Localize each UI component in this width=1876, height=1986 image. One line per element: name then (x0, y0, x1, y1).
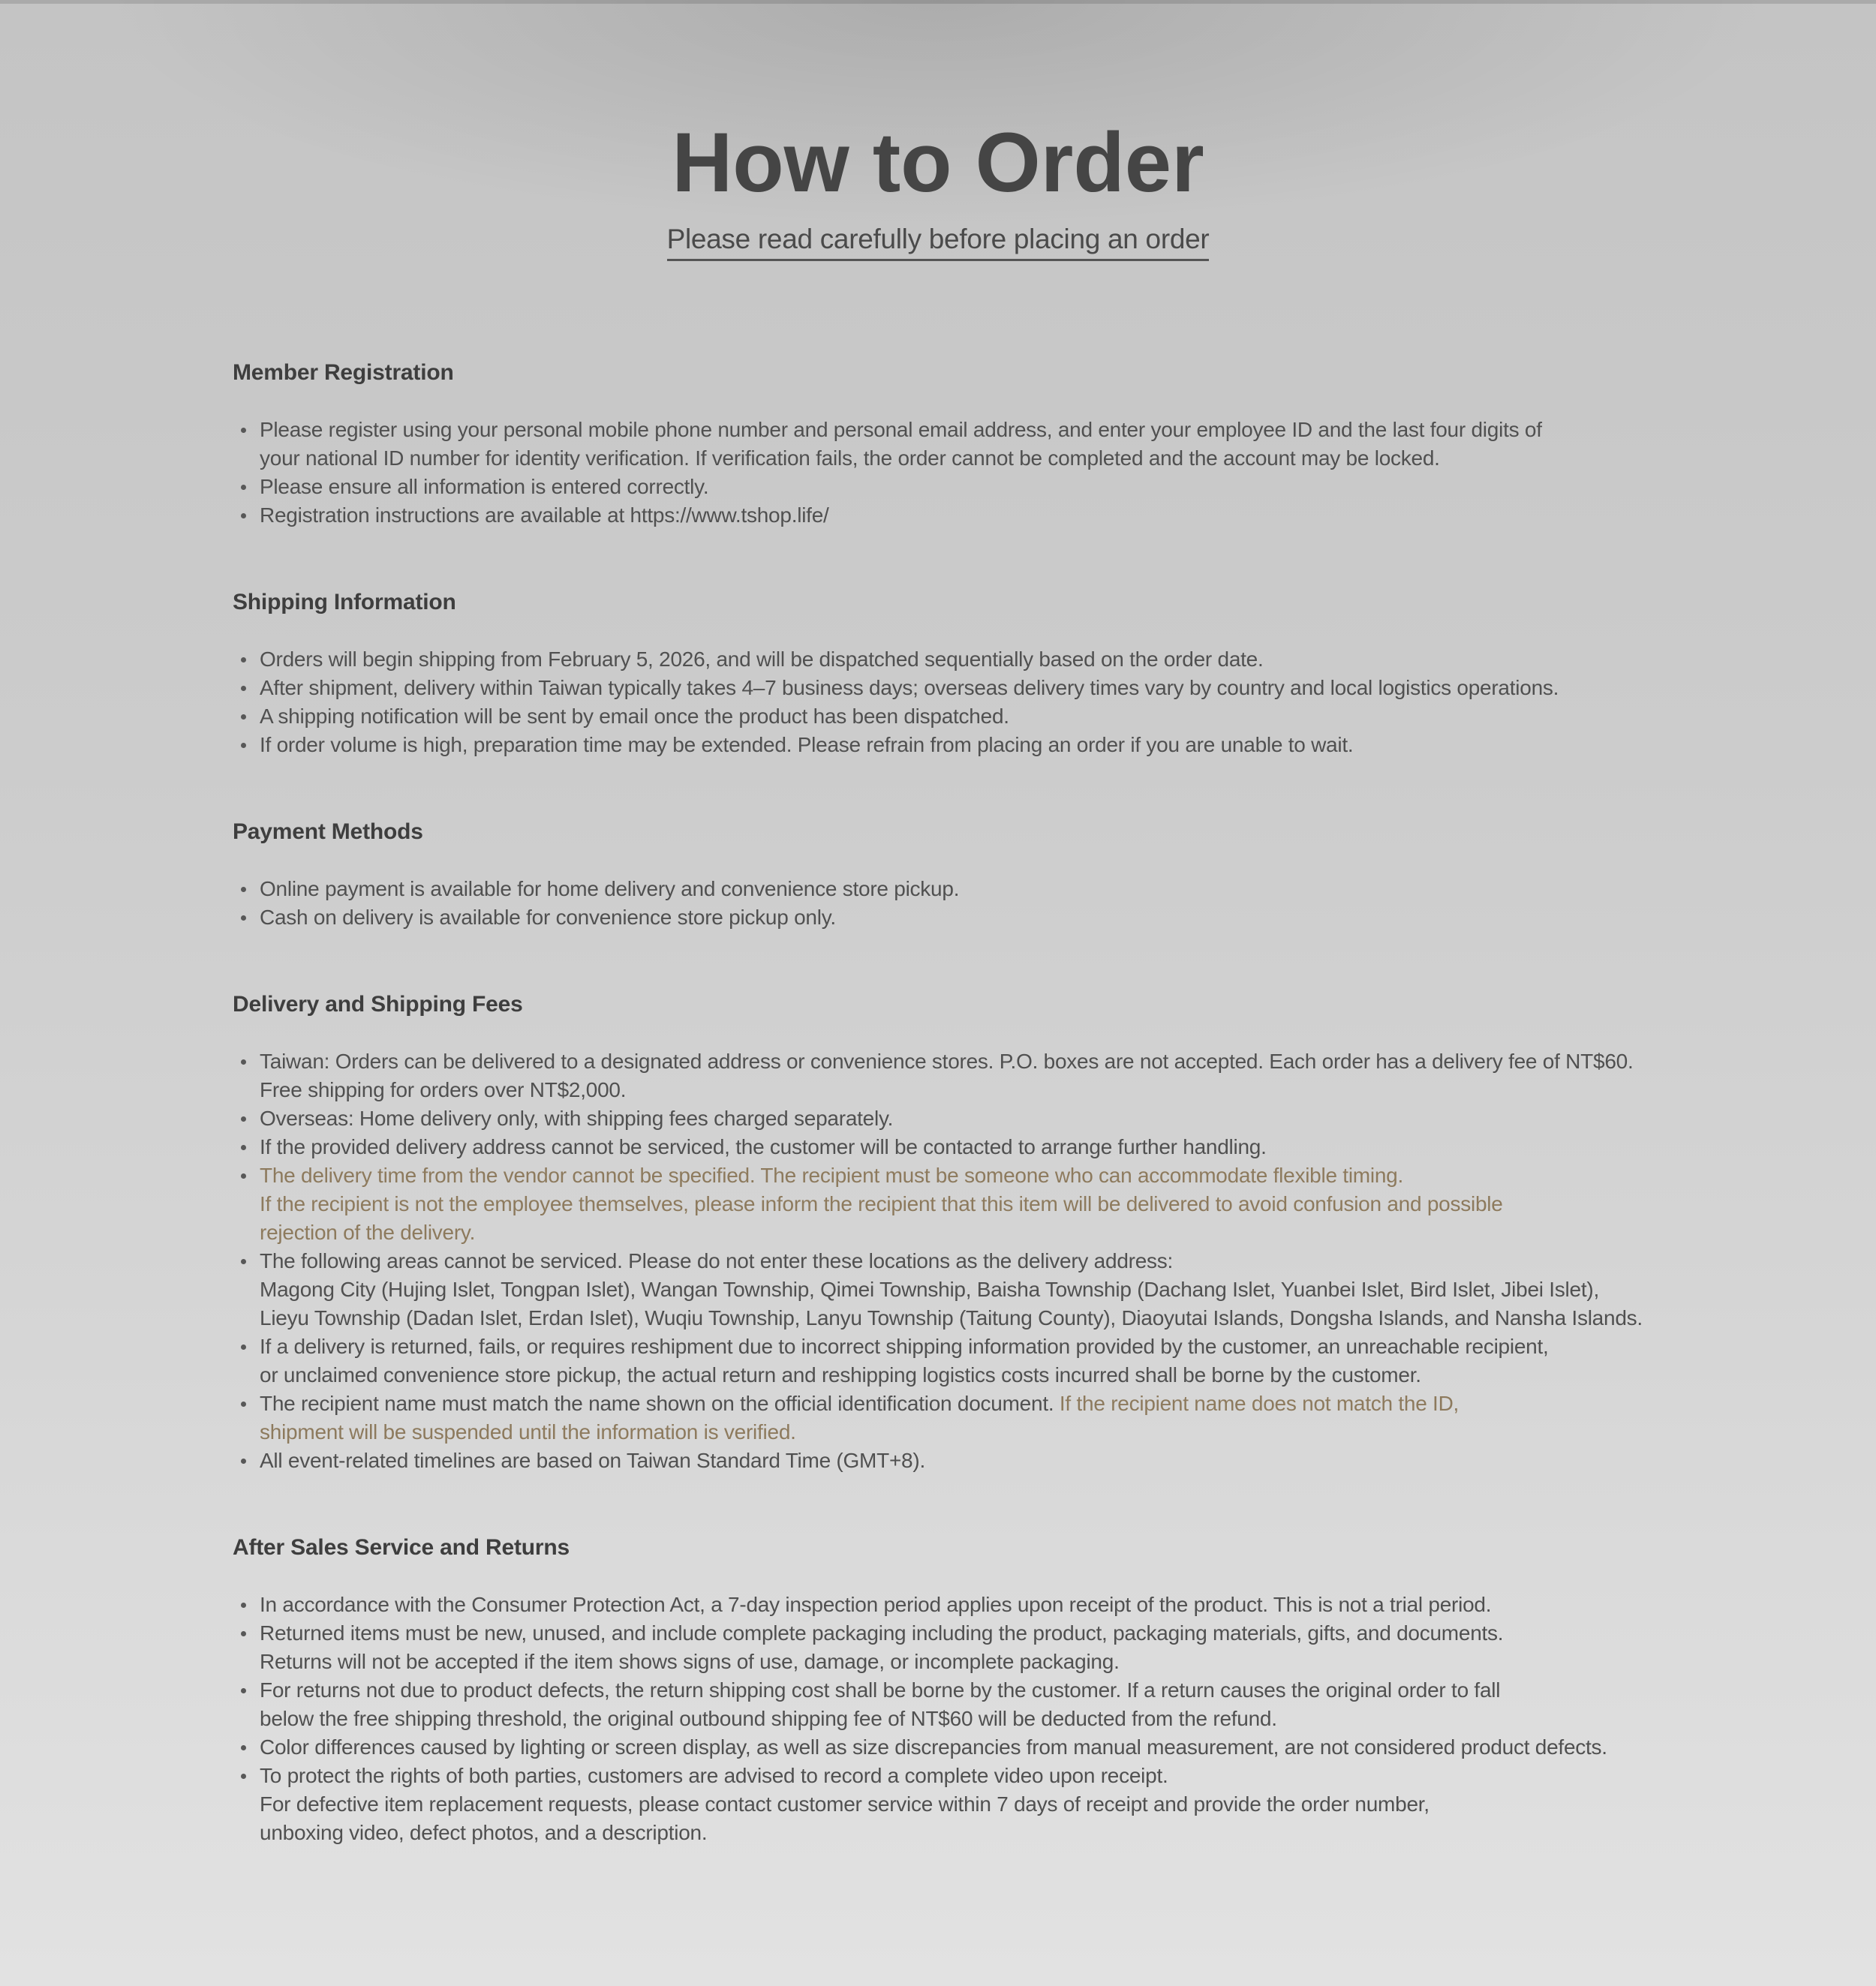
bullet-text: Online payment is available for home delivery and convenience store pickup. (260, 877, 960, 901)
bullet-dot-icon (241, 1173, 246, 1179)
bullet-text: If the recipient name does not match the ID, (1059, 1392, 1460, 1416)
page-subtitle: Please read carefully before placing an order (667, 224, 1210, 261)
bullet-item (233, 501, 1793, 530)
bullet-list (233, 1591, 1793, 1847)
bullet-text: or unclaimed convenience store pickup, the actual return and reshipping logistics costs incurred shall be borne by the customer. (260, 1363, 1421, 1387)
bullet-line (260, 702, 1793, 731)
bullet-item (233, 1247, 1793, 1333)
bullet-line (260, 1076, 1793, 1104)
bullet-list (233, 645, 1793, 759)
bullet-item (233, 731, 1793, 759)
bullet-text: Overseas: Home delivery only, with shipping fees charged separately. (260, 1107, 894, 1131)
bullet-line (260, 1619, 1793, 1648)
bullet-text: For defective item replacement requests, please contact customer service within 7 days of receipt and provide the order number, (260, 1792, 1430, 1816)
section-shipping-information (233, 587, 1793, 759)
bullet-line (260, 1133, 1793, 1161)
bullet-line (260, 1390, 1793, 1418)
bullet-text: Returns will not be accepted if the item shows signs of use, damage, or incomplete packaging. (260, 1650, 1120, 1674)
bullet-text: Please register using your personal mobile phone number and personal email address, and enter your employee ID and the last four digits of (260, 418, 1542, 442)
bullet-line (260, 1247, 1793, 1275)
bullet-text: The recipient name must match the name shown on the official identification document. (260, 1392, 1060, 1416)
bullet-text: Returned items must be new, unused, and include complete packaging including the product, packaging materials, gifts, and documents. (260, 1621, 1504, 1645)
page-title: How to Order (672, 116, 1204, 209)
bullet-dot-icon (241, 428, 246, 433)
sections (233, 357, 1793, 1847)
bullet-item (233, 645, 1793, 674)
bullet-dot-icon (241, 714, 246, 720)
bullet-text: Free shipping for orders over NT$2,000. (260, 1078, 627, 1102)
bullet-dot-icon (241, 1745, 246, 1750)
bullet-text: your national ID number for identity verification. If verification fails, the order cannot be completed and the account may be locked. (260, 446, 1440, 470)
bullet-line (260, 1190, 1793, 1218)
section-payment-methods (233, 816, 1793, 932)
bullet-item (233, 1676, 1793, 1733)
bullet-line (260, 903, 1793, 932)
bullet-text: Color differences caused by lighting or screen display, as well as size discrepancies from manual measurement, are not considered product defects. (260, 1735, 1607, 1759)
bullet-line (260, 1676, 1793, 1705)
bullet-text: In accordance with the Consumer Protection Act, a 7-day inspection period applies upon receipt of the product. This is not a trial period. (260, 1593, 1492, 1617)
bullet-line (260, 473, 1793, 501)
section-member-registration (233, 357, 1793, 530)
bullet-item (233, 1733, 1793, 1762)
bullet-text: All event-related timelines are based on Taiwan Standard Time (GMT+8). (260, 1449, 925, 1473)
bullet-item (233, 1762, 1793, 1847)
section-heading: Member Registration (233, 360, 454, 386)
bullet-item (233, 1390, 1793, 1447)
bullet-item (233, 473, 1793, 501)
bullet-dot-icon (241, 686, 246, 691)
section-after-sales-service-and-returns (233, 1532, 1793, 1847)
bullet-item (233, 903, 1793, 932)
bullet-text: Registration instructions are available at https://www.tshop.life/ (260, 503, 829, 527)
bullet-list (233, 1047, 1793, 1475)
page-header (233, 113, 1643, 261)
bullet-line (260, 731, 1793, 759)
bullet-item (233, 1104, 1793, 1133)
bullet-item (233, 1133, 1793, 1161)
section-heading: Delivery and Shipping Fees (233, 992, 523, 1017)
bullet-dot-icon (241, 915, 246, 921)
bullet-text: Taiwan: Orders can be delivered to a designated address or convenience stores. P.O. boxes are not accepted. Each order has a delivery fee of NT$60. (260, 1050, 1634, 1074)
bullet-item (233, 1591, 1793, 1619)
subtitle-row (233, 224, 1643, 261)
bullet-dot-icon (241, 1688, 246, 1693)
bullet-text: A shipping notification will be sent by email once the product has been dispatched. (260, 705, 1009, 729)
bullet-dot-icon (241, 513, 246, 518)
bullet-dot-icon (241, 1259, 246, 1264)
bullet-dot-icon (241, 1059, 246, 1065)
bullet-text: Please ensure all information is entered correctly. (260, 475, 709, 499)
bullet-line (260, 1333, 1793, 1361)
bullet-text: If a delivery is returned, fails, or requires reshipment due to incorrect shipping information provided by the customer, an unreachable recipient, (260, 1335, 1549, 1359)
bullet-line (260, 1648, 1793, 1676)
section-delivery-and-shipping-fees (233, 989, 1793, 1475)
bullet-text: Lieyu Township (Dadan Islet, Erdan Islet), Wuqiu Township, Lanyu Township (Taitung County), Diaoyutai Islands, Dongsha Islands, and Nansha Islands. (260, 1306, 1643, 1330)
top-edge-shade (0, 0, 1876, 4)
bullet-line (260, 1161, 1793, 1190)
bullet-text: rejection of the delivery. (260, 1221, 476, 1245)
bullet-line (260, 1047, 1793, 1076)
bullet-line (260, 1218, 1793, 1247)
bullet-item (233, 875, 1793, 903)
bullet-line (260, 501, 1793, 530)
bullet-text: Orders will begin shipping from February 5, 2026, and will be dispatched sequentially based on the order date. (260, 647, 1264, 672)
bullet-item (233, 674, 1793, 702)
bullet-dot-icon (241, 887, 246, 892)
bullet-line (260, 1790, 1793, 1819)
bullet-dot-icon (241, 1145, 246, 1150)
section-heading: Shipping Information (233, 590, 456, 615)
bullet-line (260, 1361, 1793, 1390)
section-heading: Payment Methods (233, 819, 423, 845)
bullet-text: shipment will be suspended until the information is verified. (260, 1420, 796, 1444)
bullet-dot-icon (241, 1631, 246, 1636)
bullet-line (260, 1447, 1793, 1475)
bullet-line (260, 1275, 1793, 1304)
bullet-line (260, 1304, 1793, 1333)
bullet-dot-icon (241, 657, 246, 663)
bullet-text: After shipment, delivery within Taiwan typically takes 4–7 business days; overseas delivery times vary by country and local logistics operations. (260, 676, 1559, 700)
bullet-item (233, 1333, 1793, 1390)
bullet-dot-icon (241, 1603, 246, 1608)
bullet-text: below the free shipping threshold, the original outbound shipping fee of NT$60 will be deducted from the refund. (260, 1707, 1277, 1731)
bullet-item (233, 702, 1793, 731)
bullet-text: If the recipient is not the employee themselves, please inform the recipient that this item will be delivered to avoid confusion and possible (260, 1192, 1503, 1216)
bullet-dot-icon (241, 1345, 246, 1350)
bullet-item (233, 1447, 1793, 1475)
bullet-item (233, 1047, 1793, 1104)
bullet-line (260, 674, 1793, 702)
bullet-text: If order volume is high, preparation time may be extended. Please refrain from placing an order if you are unable to wait. (260, 733, 1354, 757)
bullet-text: The delivery time from the vendor cannot be specified. The recipient must be someone who can accommodate flexible timing. (260, 1164, 1404, 1188)
bullet-dot-icon (241, 1402, 246, 1407)
bullet-text: For returns not due to product defects, the return shipping cost shall be borne by the customer. If a return causes the original order to fall (260, 1678, 1501, 1702)
bullet-dot-icon (241, 1774, 246, 1779)
bullet-line (260, 1819, 1793, 1847)
bullet-dot-icon (241, 743, 246, 748)
section-heading: After Sales Service and Returns (233, 1535, 570, 1561)
bullet-text: unboxing video, defect photos, and a description. (260, 1821, 708, 1845)
bullet-line (260, 1104, 1793, 1133)
bullet-list (233, 875, 1793, 932)
bullet-item (233, 1161, 1793, 1247)
bullet-text: Magong City (Hujing Islet, Tongpan Islet), Wangan Township, Qimei Township, Baisha Township (Dachang Islet, Yuanbei Islet, Bird Islet, Jibei Islet), (260, 1278, 1599, 1302)
bullet-item (233, 416, 1793, 473)
bullet-line (260, 1418, 1793, 1447)
bullet-list (233, 416, 1793, 530)
bullet-text: If the provided delivery address cannot be serviced, the customer will be contacted to arrange further handling. (260, 1135, 1267, 1159)
bullet-dot-icon (241, 1116, 246, 1122)
bullet-text: The following areas cannot be serviced. Please do not enter these locations as the delivery address: (260, 1249, 1174, 1273)
bullet-text: To protect the rights of both parties, customers are advised to record a complete video upon receipt. (260, 1764, 1168, 1788)
bullet-line (260, 875, 1793, 903)
bullet-dot-icon (241, 485, 246, 490)
bullet-line (260, 1591, 1793, 1619)
bullet-line (260, 1733, 1793, 1762)
bullet-line (260, 1705, 1793, 1733)
bullet-line (260, 444, 1793, 473)
bullet-line (260, 645, 1793, 674)
bullet-dot-icon (241, 1459, 246, 1464)
bullet-text: Cash on delivery is available for convenience store pickup only. (260, 906, 836, 930)
bullet-line (260, 1762, 1793, 1790)
bullet-line (260, 416, 1793, 444)
bullet-item (233, 1619, 1793, 1676)
